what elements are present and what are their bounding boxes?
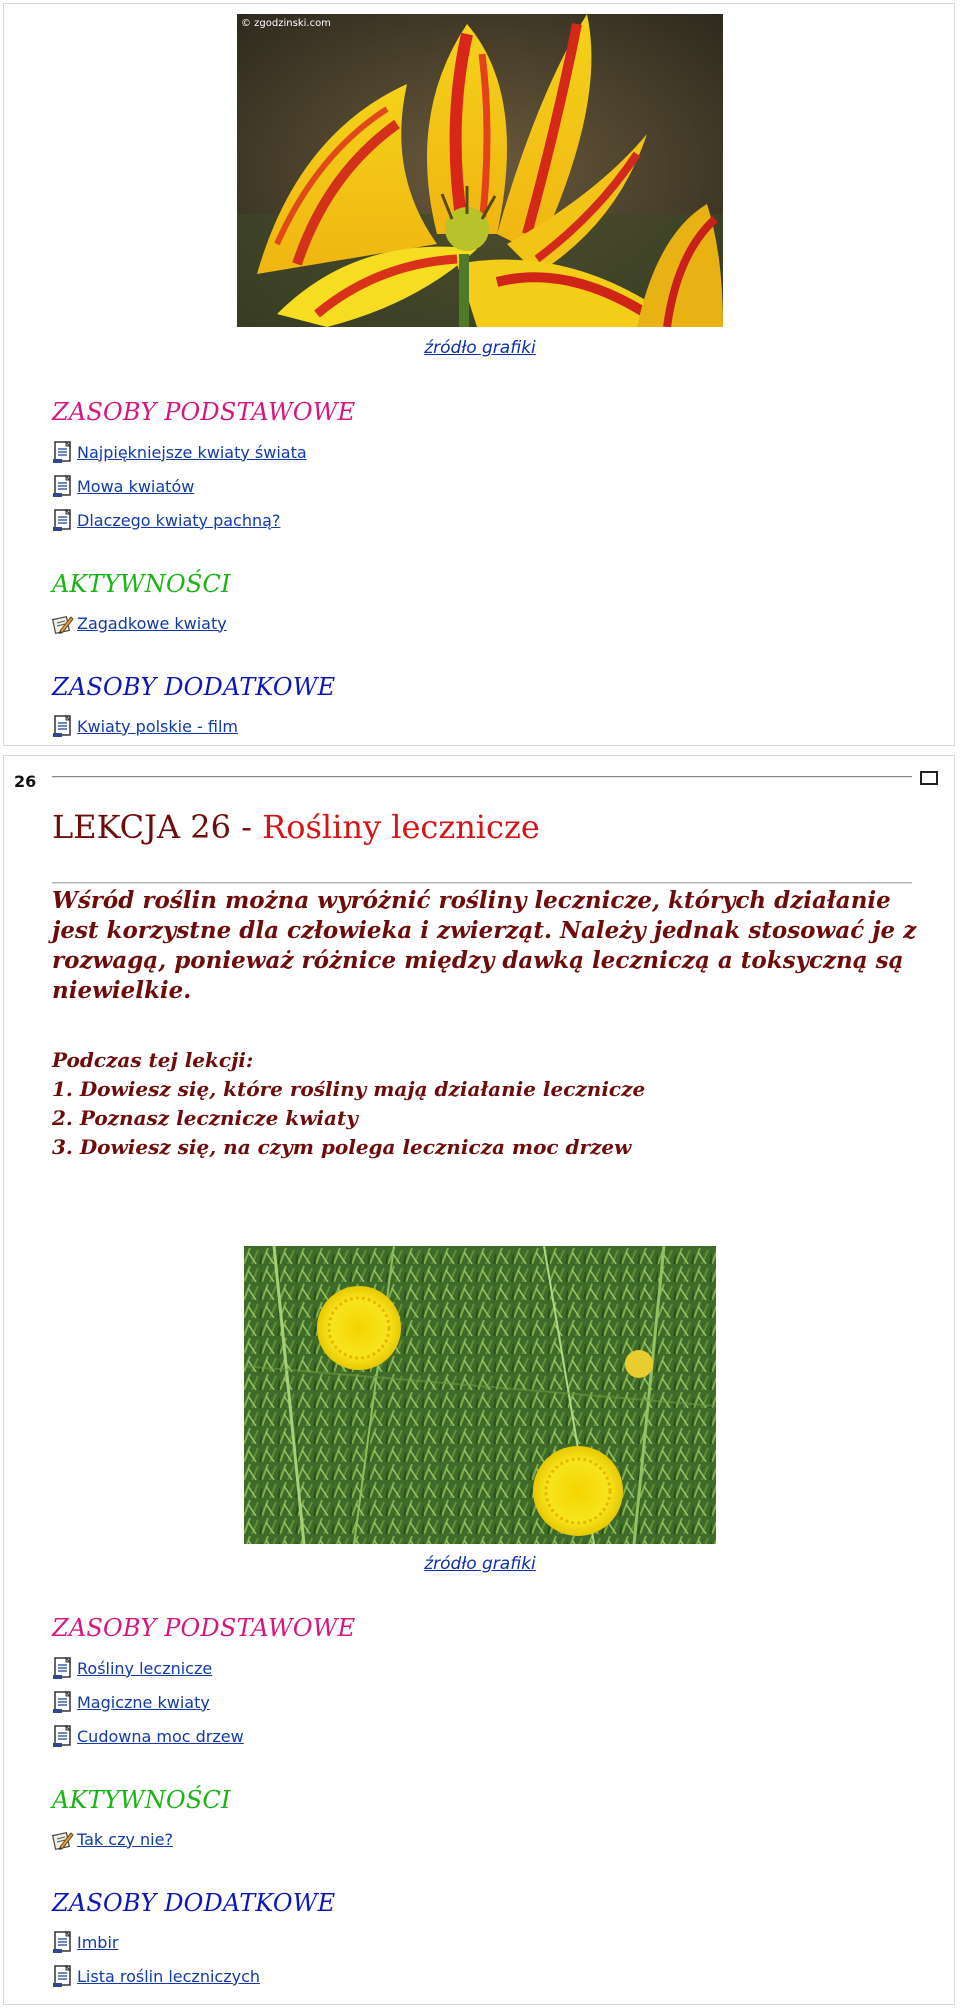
basic-resources-heading: ZASOBY PODSTAWOWE [52,1614,356,1642]
lesson-plan-item: 3. Dowiesz się, na czym polega lecznicza moc drzew [52,1135,632,1159]
quiz-pencil-icon [52,1827,74,1851]
lesson-plan-heading: Podczas tej lekcji: [52,1048,254,1072]
extra-resources-heading: ZASOBY DODATKOWE [52,673,336,701]
section-number: 26 [14,772,37,791]
resource-link-label: Lista roślin leczniczych [77,1966,260,1986]
resource-link-label: Cudowna moc drzew [77,1726,244,1746]
resource-link[interactable] [52,712,238,740]
previous-lesson-panel [3,3,955,746]
resource-link-label: Rośliny lecznicze [77,1658,213,1678]
lesson-plan-item: 2. Poznasz lecznicze kwiaty [52,1106,358,1130]
document-page-icon [52,1656,74,1680]
lesson-plan [52,1046,922,1162]
dandelion-photo [244,1246,716,1544]
resource-link-label: Imbir [77,1932,119,1952]
resource-link-label: Magiczne kwiaty [77,1692,210,1712]
resource-link[interactable] [52,472,194,500]
lesson-panel [3,755,955,2005]
lesson-title [52,808,540,846]
divider [52,776,912,778]
image-source-link[interactable]: źródło grafiki [424,1554,536,1574]
extra-resources-heading: ZASOBY DODATKOWE [52,1889,336,1917]
activity-link[interactable] [52,1825,173,1853]
divider [52,882,912,884]
lesson-title-topic: Rośliny lecznicze [262,808,540,846]
lesson-intro: Wśród roślin można wyróżnić rośliny lecznicze, których działanie jest korzystne dla człowieka i zwierząt. Należy jednak stosować je z rozwagą, ponieważ różnice między dawką leczniczą a toksyczną są niewielkie. [52,887,917,1004]
resource-link[interactable] [52,1928,118,1956]
activity-link-label: Zagadkowe kwiaty [77,613,227,633]
section-toggle-checkbox[interactable] [920,771,938,785]
document-page-icon [52,714,74,738]
resource-link[interactable] [52,438,307,466]
resource-link-label: Mowa kwiatów [77,476,195,496]
lesson-title-prefix: LEKCJA 26 - [52,808,263,846]
document-page-icon [52,1690,74,1714]
lesson-plan-item: 1. Dowiesz się, które rośliny mają działanie lecznicze [52,1077,646,1101]
activity-link-label: Tak czy nie? [77,1829,173,1849]
activities-heading: AKTYWNOŚCI [52,1786,231,1814]
image-source-link[interactable]: źródło grafiki [424,338,536,358]
resource-link-label: Dlaczego kwiaty pachną? [77,510,281,530]
resource-link[interactable] [52,1722,244,1750]
resource-link[interactable] [52,1654,212,1682]
document-page-icon [52,1930,74,1954]
resource-link-label: Najpiękniejsze kwiaty świata [77,442,307,462]
document-page-icon [52,474,74,498]
resource-link-label: Kwiaty polskie - film [77,716,238,736]
basic-resources-heading: ZASOBY PODSTAWOWE [52,398,356,426]
document-page-icon [52,508,74,532]
resource-link[interactable] [52,1962,260,1990]
resource-link[interactable] [52,1688,210,1716]
activities-heading: AKTYWNOŚCI [52,570,231,598]
resource-link[interactable] [52,506,280,534]
quiz-pencil-icon [52,611,74,635]
document-page-icon [52,1964,74,1988]
activity-link[interactable] [52,609,227,637]
document-page-icon [52,440,74,464]
tulip-photo [237,14,723,327]
document-page-icon [52,1724,74,1748]
svg-text:© zgodzinski.com: © zgodzinski.com [241,18,331,29]
